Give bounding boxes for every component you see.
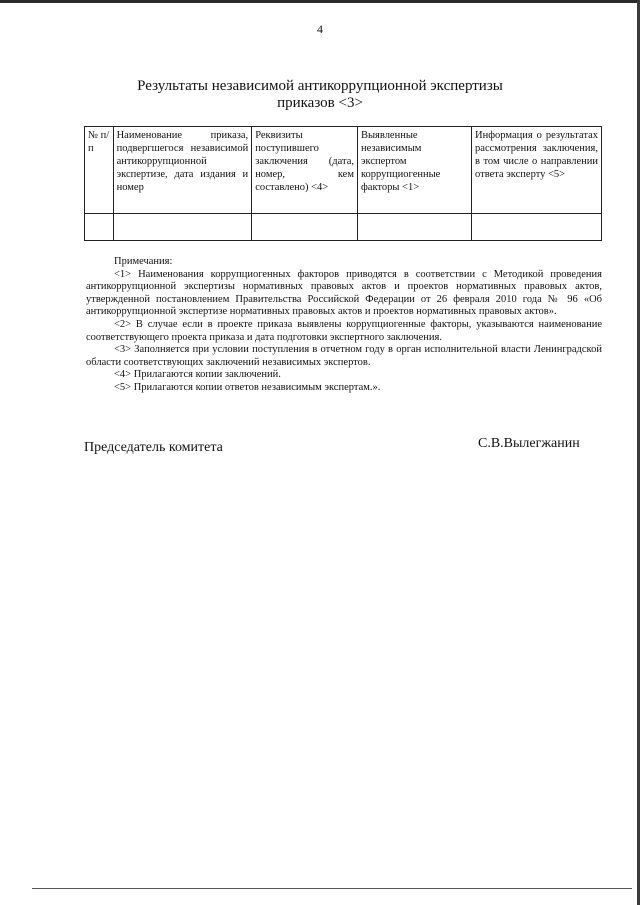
notes-heading: Примечания: xyxy=(114,256,173,267)
table-cell xyxy=(472,214,602,241)
note-4: <4> Прилагаются копии заключений. xyxy=(114,369,281,381)
header-corruption-factors: Выявленные независимым экспертом коррупциогенные факторы <1> xyxy=(357,127,471,214)
signature-position: Председатель комитета xyxy=(84,440,223,455)
header-number: № п/п xyxy=(85,127,114,214)
title-line-1: Результаты независимой антикоррупционной экспертизы xyxy=(137,78,503,94)
header-order-name: Наименование приказа, подвергшегося независимой антикоррупционной экспертизе, дата издания и номер xyxy=(113,127,252,214)
results-table xyxy=(84,126,602,241)
table-cell xyxy=(85,214,114,241)
table-row xyxy=(85,214,602,241)
title-line-2: приказов <3> xyxy=(277,95,363,111)
scan-edge-top xyxy=(0,0,640,3)
table-cell xyxy=(357,214,471,241)
table-header-row xyxy=(85,127,602,214)
page-number: 4 xyxy=(317,22,323,36)
header-conclusion-details: Реквизиты поступившего заключения (дата, номер, кем составлено) <4> xyxy=(252,127,358,214)
signature-name: С.В.Вылегжанин xyxy=(478,436,580,451)
note-1: <1> Наименования коррупциогенных факторов приводятся в соответствии с Методикой проведения антикоррупционной экспертизы нормативных правовых актов и проектов нормативных правовых актов, утвержденной постановлением Правительства Российской Федерации от 26 февраля 2010 года № 96 «Об антикоррупционной экспертизе нормативных правовых актов и проектов нормативных правовых актов». xyxy=(86,268,602,318)
table-cell xyxy=(252,214,358,241)
note-5: <5> Прилагаются копии ответов независимым экспертам.». xyxy=(114,381,381,393)
note-3: <3> Заполняется при условии поступления в отчетном году в орган исполнительной власти Ленинградской области соответствующих заключений независимых экспертов. xyxy=(86,344,602,368)
table-cell xyxy=(113,214,252,241)
scan-edge-bottom xyxy=(32,888,632,889)
notes-section xyxy=(86,256,602,395)
page-title xyxy=(120,78,520,112)
note-2: <2> В случае если в проекте приказа выявлены коррупциогенные факторы, указываются наименование соответствующего проекта приказа и дата подготовки экспертного заключения. xyxy=(86,318,602,343)
header-review-info: Информация о результатах рассмотрения заключения, в том числе о направлении ответа эксперту <5> xyxy=(472,127,602,214)
